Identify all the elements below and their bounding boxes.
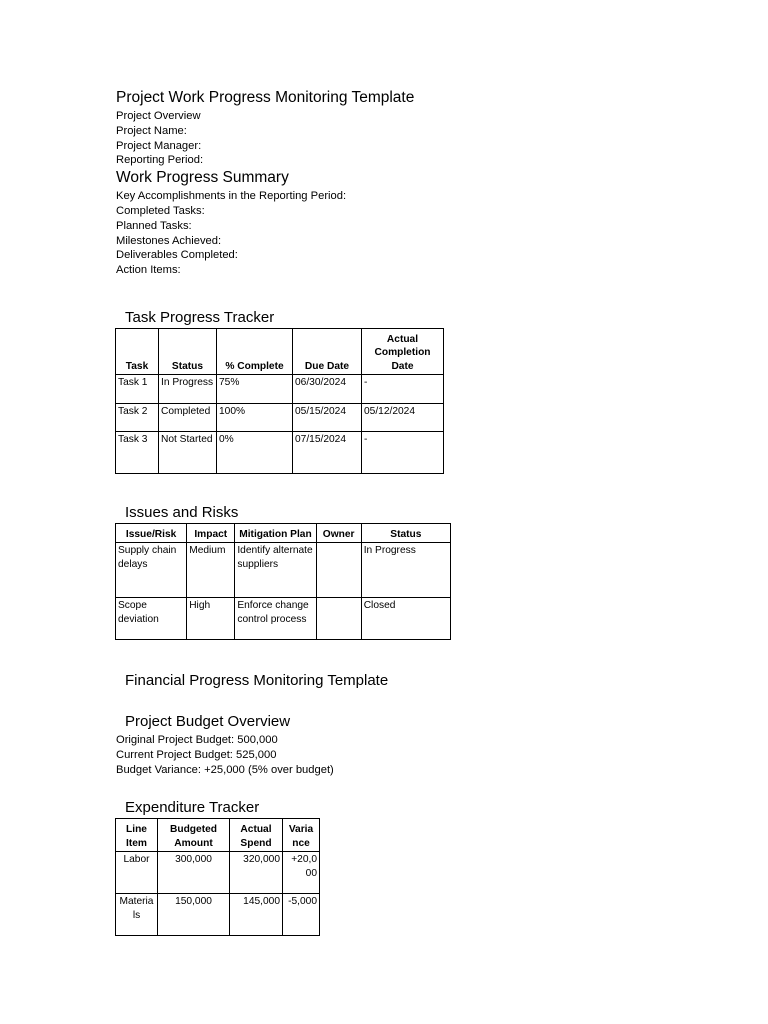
column-header: % Complete (217, 329, 293, 375)
column-header: Varia nce (283, 819, 320, 852)
column-header: Task (116, 329, 159, 375)
table-row (116, 598, 451, 640)
table-cell: Completed (159, 404, 217, 432)
column-header: Owner (316, 524, 361, 543)
issues-risks-table (115, 523, 451, 640)
table-cell: Task 2 (116, 404, 159, 432)
column-header: Due Date (293, 329, 362, 375)
overview-line: Project Name: (116, 124, 187, 137)
task-tracker-heading: Task Progress Tracker (125, 309, 275, 326)
summary-line: Planned Tasks: (116, 219, 192, 232)
table-cell: - (362, 432, 444, 474)
overview-line: Project Overview (116, 110, 201, 122)
column-header: Actual Completion Date (362, 329, 444, 375)
table-cell: 06/30/2024 (293, 375, 362, 404)
table-cell: Labor (116, 852, 158, 894)
table-cell: Scope deviation (116, 598, 187, 640)
table-row (116, 894, 320, 936)
table-row (116, 432, 444, 474)
table-cell: 05/15/2024 (293, 404, 362, 432)
table-cell: 300,000 (158, 852, 230, 894)
table-cell: 0% (217, 432, 293, 474)
column-header: Status (361, 524, 450, 543)
summary-line: Completed Tasks: (116, 205, 205, 217)
table-cell: - (362, 375, 444, 404)
budget-line: Current Project Budget: 525,000 (116, 749, 277, 761)
table-cell: Medium (187, 543, 235, 598)
column-header: Status (159, 329, 217, 375)
table-cell: -5,000 (283, 894, 320, 936)
expenditure-heading: Expenditure Tracker (125, 799, 260, 816)
summary-line: Action Items: (116, 264, 181, 276)
column-header: Line Item (116, 819, 158, 852)
financial-heading: Financial Progress Monitoring Template (125, 672, 389, 689)
table-cell: High (187, 598, 235, 640)
summary-line: Key Accomplishments in the Reporting Period: (116, 190, 347, 202)
budget-line: Budget Variance: +25,000 (5% over budget) (116, 764, 334, 776)
column-header: Impact (187, 524, 235, 543)
table-cell: Identify alternate suppliers (235, 543, 316, 598)
table-cell: 150,000 (158, 894, 230, 936)
column-header: Actual Spend (230, 819, 283, 852)
table-cell: Materia ls (116, 894, 158, 936)
table-cell (316, 543, 361, 598)
budget-heading: Project Budget Overview (125, 713, 291, 730)
document-title: Project Work Progress Monitoring Template (116, 89, 415, 106)
table-cell: In Progress (159, 375, 217, 404)
table-row (116, 543, 451, 598)
table-cell: Enforce change control process (235, 598, 316, 640)
table-cell: Closed (361, 598, 450, 640)
budget-line: Original Project Budget: 500,000 (116, 734, 278, 746)
table-row (116, 852, 320, 894)
table-cell: Not Started (159, 432, 217, 474)
overview-line: Reporting Period: (116, 154, 204, 166)
table-cell: 05/12/2024 (362, 404, 444, 432)
table-cell: Task 3 (116, 432, 159, 474)
summary-heading: Work Progress Summary (116, 169, 289, 186)
summary-line: Deliverables Completed: (116, 249, 238, 261)
issues-heading: Issues and Risks (125, 504, 239, 521)
table-cell: 145,000 (230, 894, 283, 936)
table-cell: 320,000 (230, 852, 283, 894)
table-cell (316, 598, 361, 640)
overview-line: Project Manager: (116, 139, 202, 152)
summary-line: Milestones Achieved: (116, 234, 222, 247)
table-cell: 07/15/2024 (293, 432, 362, 474)
table-row (116, 404, 444, 432)
table-cell: +20,0 00 (283, 852, 320, 894)
table-row (116, 375, 444, 404)
column-header: Issue/Risk (116, 524, 187, 543)
task-progress-table (115, 328, 444, 474)
column-header: Mitigation Plan (235, 524, 316, 543)
table-cell: 75% (217, 375, 293, 404)
column-header: Budgeted Amount (158, 819, 230, 852)
table-cell: Task 1 (116, 375, 159, 404)
table-cell: 100% (217, 404, 293, 432)
expenditure-table (115, 818, 320, 936)
table-cell: Supply chain delays (116, 543, 187, 598)
table-cell: In Progress (361, 543, 450, 598)
